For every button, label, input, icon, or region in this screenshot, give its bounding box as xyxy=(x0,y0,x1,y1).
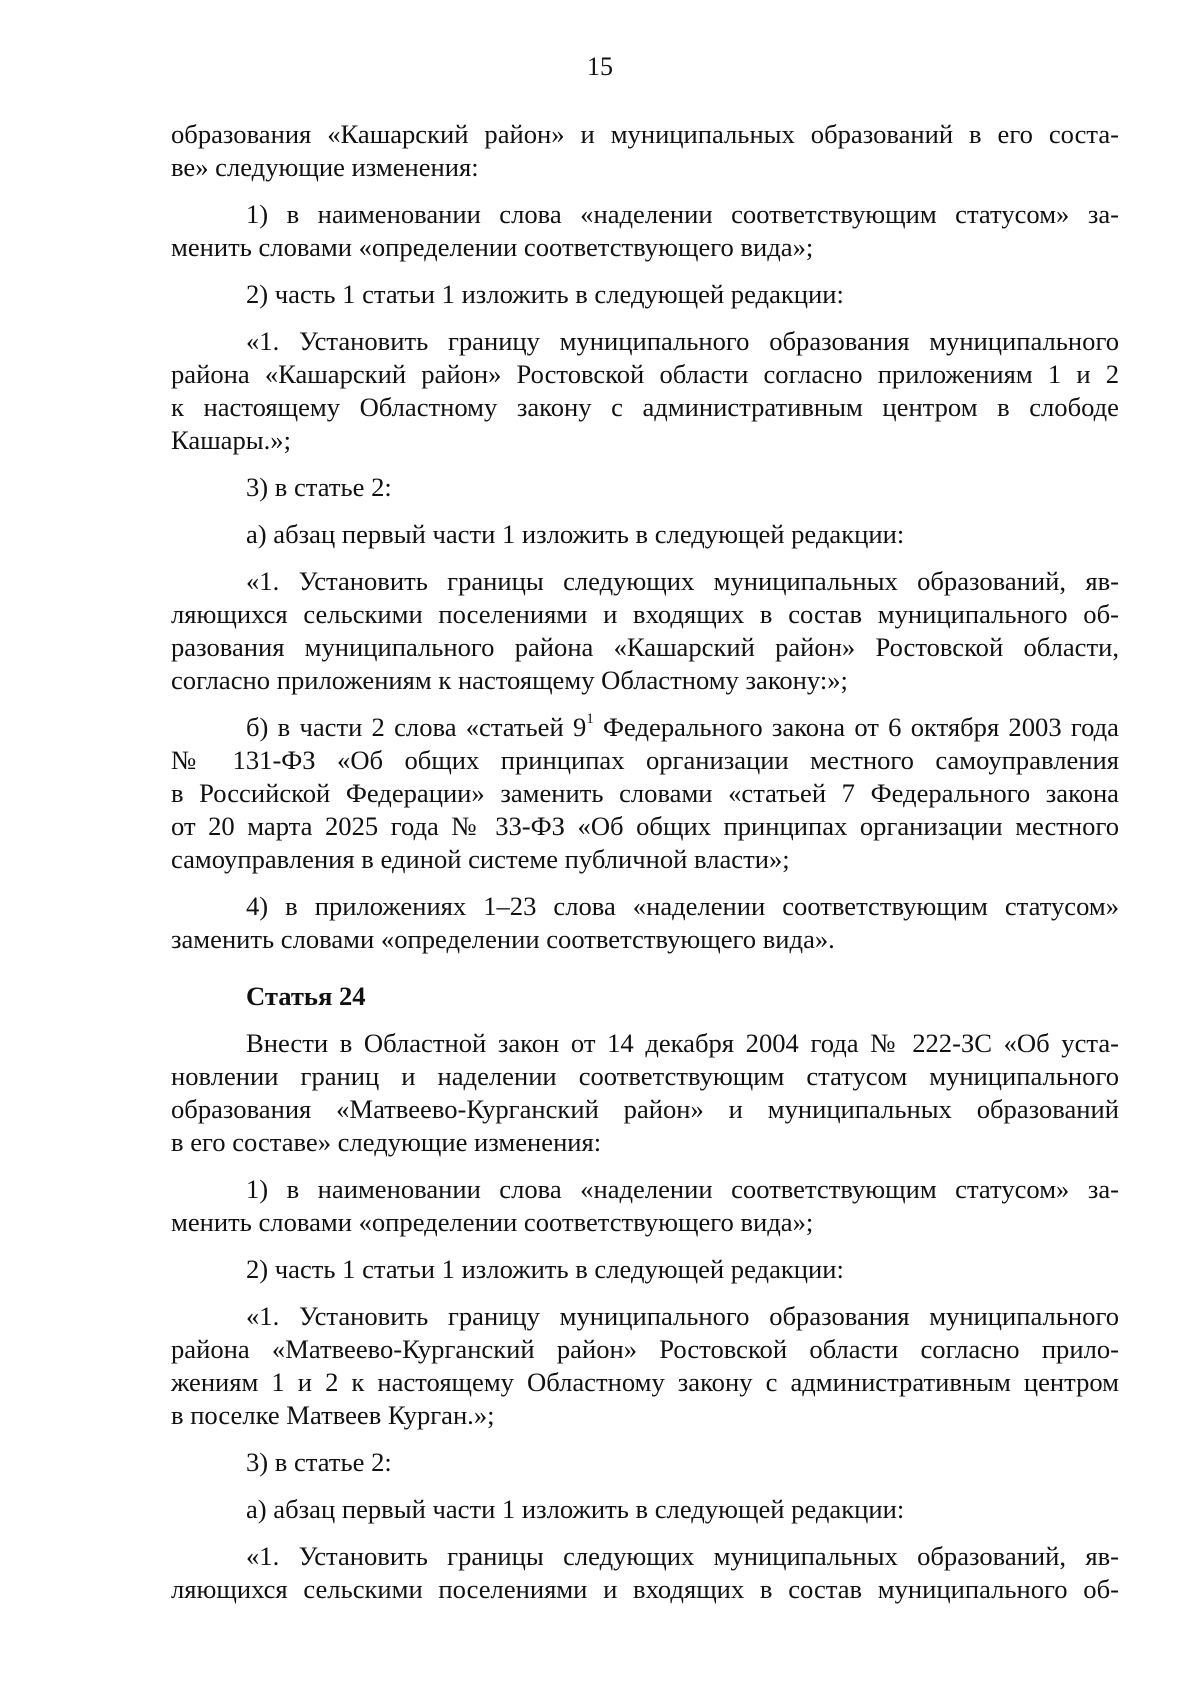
text-line: № 131-ФЗ «Об общих принципах организации местного самоуправления xyxy=(171,745,1119,775)
text-line: разования муниципального района «Кашарский район» Ростовской области, xyxy=(171,632,1119,662)
text-line: 2) часть 1 статьи 1 изложить в следующей редакции: xyxy=(246,279,844,309)
text-fragment: б) в части 2 слова «статьей 9 xyxy=(246,712,587,742)
text-line: в поселке Матвеев Курган.»; xyxy=(171,1400,495,1430)
text-line: новлении границ и наделении соответствующим статусом муниципального xyxy=(171,1061,1119,1091)
text-line: 3) в статье 2: xyxy=(246,472,392,502)
paragraph xyxy=(171,1446,1119,1479)
text-line: 4) в приложениях 1–23 слова «наделении соответствующим статусом» xyxy=(246,891,1119,921)
text-line: самоуправления в единой системе публичной власти»; xyxy=(171,844,790,874)
paragraph xyxy=(171,325,1119,457)
paragraph xyxy=(171,198,1119,264)
text-line: 1) в наименовании слова «наделении соответствующим статусом» за- xyxy=(246,1174,1119,1204)
paragraph xyxy=(171,1173,1119,1239)
paragraph xyxy=(171,278,1119,311)
text-line: в Российской Федерации» заменить словами «статьей 7 Федерального закона xyxy=(171,778,1119,808)
paragraph xyxy=(171,518,1119,551)
paragraph xyxy=(171,711,1119,876)
text-line: Кашары.»; xyxy=(171,425,291,455)
text-line: а) абзац первый части 1 изложить в следующей редакции: xyxy=(246,519,905,549)
paragraph xyxy=(171,1493,1119,1526)
superscript: 1 xyxy=(586,711,594,728)
text-line: заменить словами «определении соответствующего вида». xyxy=(171,924,835,954)
paragraph xyxy=(171,471,1119,504)
paragraph xyxy=(171,1027,1119,1159)
text-line: 2) часть 1 статьи 1 изложить в следующей редакции: xyxy=(246,1254,844,1284)
text-line: а) абзац первый части 1 изложить в следующей редакции: xyxy=(246,1494,905,1524)
paragraph xyxy=(171,890,1119,956)
text-line: к настоящему Областному закону с административным центром в слободе xyxy=(171,392,1119,422)
text-line: от 20 марта 2025 года № 33-ФЗ «Об общих принципах организации местного xyxy=(171,811,1119,841)
text-line: в его составе» следующие изменения: xyxy=(171,1127,602,1157)
text-line: менить словами «определении соответствующего вида»; xyxy=(171,1207,814,1237)
paragraph xyxy=(171,565,1119,697)
document-body xyxy=(171,118,1119,1620)
text-line: 3) в статье 2: xyxy=(246,1447,392,1477)
text-line: «1. Установить границы следующих муниципальных образований, яв- xyxy=(246,1541,1119,1571)
article-heading: Статья 24 xyxy=(246,981,366,1011)
text-line: «1. Установить границу муниципального образования муниципального xyxy=(246,326,1119,356)
text-line: ве» следующие изменения: xyxy=(171,152,479,182)
text-line: ляющихся сельскими поселениями и входящих в состав муниципального об- xyxy=(171,1574,1119,1604)
text-line: ляющихся сельскими поселениями и входящих в состав муниципального об- xyxy=(171,599,1119,629)
text-line: района «Матвеево-Курганский район» Ростовской области согласно прило- xyxy=(171,1334,1119,1364)
paragraph xyxy=(171,1253,1119,1286)
text-line: согласно приложениям к настоящему Областному закону:»; xyxy=(171,665,848,695)
text-line: района «Кашарский район» Ростовской области согласно приложениям 1 и 2 xyxy=(171,359,1119,389)
text-line: образования «Кашарский район» и муниципальных образований в его соста- xyxy=(171,119,1119,149)
text-line: жениям 1 и 2 к настоящему Областному закону с административным центром xyxy=(171,1367,1119,1397)
text-line: «1. Установить границу муниципального образования муниципального xyxy=(246,1301,1119,1331)
text-line: менить словами «определении соответствующего вида»; xyxy=(171,232,814,262)
paragraph xyxy=(171,1300,1119,1432)
text-fragment: Федерального закона от 6 октября 2003 года xyxy=(593,712,1119,742)
text-line: Внести в Областной закон от 14 декабря 2004 года № 222-ЗС «Об уста- xyxy=(246,1028,1119,1058)
text-line: 1) в наименовании слова «наделении соответствующим статусом» за- xyxy=(246,199,1119,229)
paragraph xyxy=(171,1540,1119,1606)
text-line: «1. Установить границы следующих муниципальных образований, яв- xyxy=(246,566,1119,596)
text-line: образования «Матвеево-Курганский район» и муниципальных образований xyxy=(171,1094,1119,1124)
page-number: 15 xyxy=(587,52,613,81)
text-line xyxy=(171,711,1119,744)
paragraph xyxy=(171,118,1119,184)
